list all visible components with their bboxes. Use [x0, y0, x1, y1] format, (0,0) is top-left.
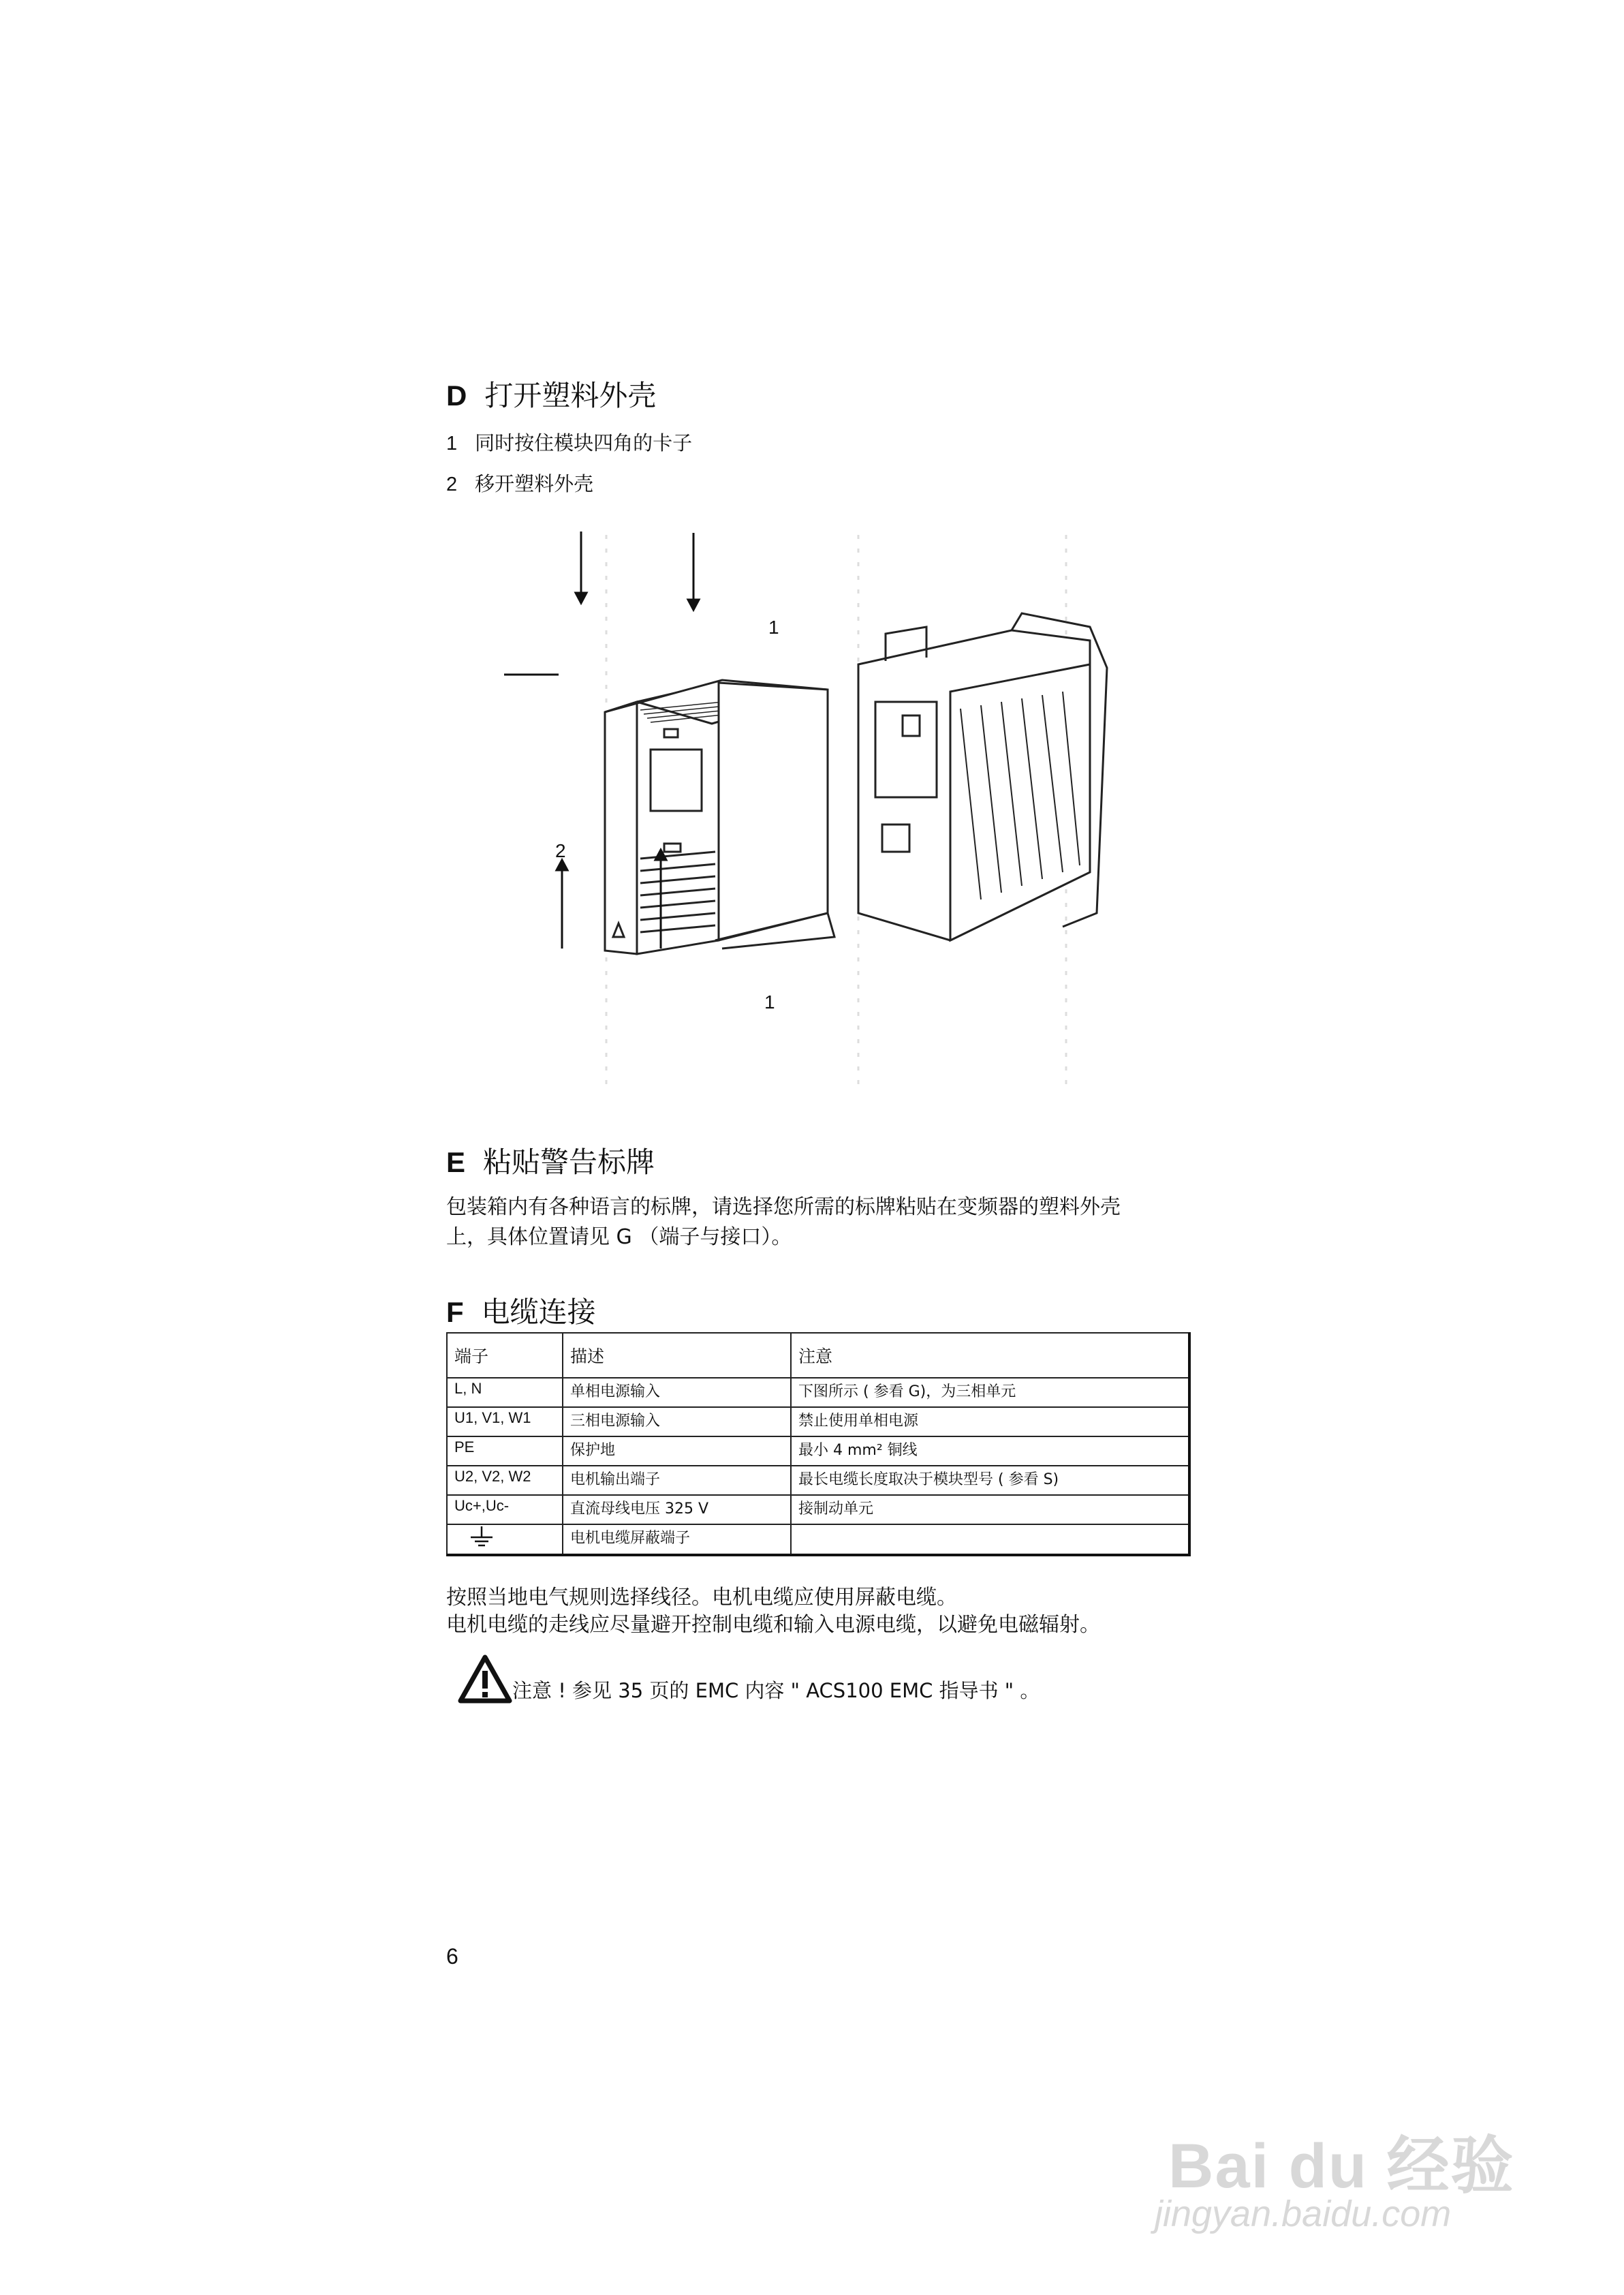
cell-description: 直流母线电压 325 V: [563, 1495, 791, 1524]
section-f-title: 电缆连接: [481, 1295, 596, 1329]
figure-label-bottom: 1: [764, 991, 775, 1013]
step-2-number: 2: [446, 474, 458, 495]
cell-terminal: U2, V2, W2: [447, 1466, 563, 1495]
warning-block: [458, 1654, 1040, 1704]
section-e-heading: [446, 1140, 655, 1181]
table-row: [447, 1466, 1189, 1495]
cell-terminal: PE: [447, 1436, 563, 1466]
section-e-letter: E: [446, 1146, 466, 1178]
table-row: [447, 1436, 1189, 1466]
cell-terminal: Uc+,Uc-: [447, 1495, 563, 1524]
cell-terminal-ground: [447, 1524, 563, 1555]
section-e-title: 粘贴警告标牌: [483, 1145, 655, 1179]
cell-note: 禁止使用单相电源: [791, 1407, 1189, 1436]
figure-label-top: 1: [768, 617, 779, 638]
cell-description: 三相电源输入: [563, 1407, 791, 1436]
page-number: 6: [446, 1944, 458, 1969]
cable-connection-table: [446, 1332, 1191, 1556]
section-d-title: 打开塑料外壳: [484, 379, 657, 412]
warning-text: 注意 ! 参见 35 页的 EMC 内容 " ACS100 EMC 指导书 " 。: [512, 1679, 1040, 1702]
table-row: [447, 1407, 1189, 1436]
cell-description: 保护地: [563, 1436, 791, 1466]
step-1: [446, 428, 692, 456]
section-e-line-1: 包装箱内有各种语言的标牌，请选择您所需的标牌粘贴在变频器的塑料外壳: [446, 1195, 1121, 1219]
section-f-letter: F: [446, 1296, 464, 1328]
table-row: [447, 1378, 1189, 1407]
table-row: [447, 1524, 1189, 1555]
table-header-row: [447, 1333, 1189, 1378]
figure-label-left: 2: [555, 840, 566, 861]
figure-arrows: [504, 613, 913, 1036]
section-f-heading: [446, 1290, 596, 1331]
step-1-text: 同时按住模块四角的卡子: [475, 431, 693, 455]
section-f-notes: [446, 1584, 1202, 1639]
cell-terminal: L, N: [447, 1378, 563, 1407]
cell-description: 电机电缆屏蔽端子: [563, 1524, 791, 1555]
cell-note: 最长电缆长度取决于模块型号 ( 参看 S): [791, 1466, 1189, 1495]
cell-terminal: U1, V1, W1: [447, 1407, 563, 1436]
section-e-paragraph: [446, 1192, 1202, 1252]
step-2: [446, 469, 593, 497]
watermark-logo: Bai du 经验: [1168, 2131, 1515, 2201]
cell-note: [791, 1524, 1189, 1555]
watermark-url: jingyan.baidu.com: [1155, 2193, 1452, 2234]
header-description: 描述: [563, 1333, 791, 1378]
header-terminal: 端子: [447, 1333, 563, 1378]
section-f-note-1: 按照当地电气规则选择线径。电机电缆应使用屏蔽电缆。: [446, 1586, 957, 1609]
section-d-heading: [446, 373, 656, 414]
step-1-number: 1: [446, 433, 458, 455]
header-note: 注意: [791, 1333, 1189, 1378]
ground-icon: [467, 1526, 497, 1548]
caution-triangle-icon: [458, 1654, 512, 1704]
table-row: [447, 1495, 1189, 1524]
cell-description: 单相电源输入: [563, 1378, 791, 1407]
cell-note: 最小 4 mm² 铜线: [791, 1436, 1189, 1466]
section-d-letter: D: [446, 380, 467, 412]
step-2-text: 移开塑料外壳: [475, 472, 594, 495]
section-f-note-2: 电机电缆的走线应尽量避开控制电缆和输入电源电缆，以避免电磁辐射。: [446, 1613, 1100, 1637]
cell-note: 接制动单元: [791, 1495, 1189, 1524]
cell-description: 电机输出端子: [563, 1466, 791, 1495]
cell-note: 下图所示 ( 参看 G)，为三相单元: [791, 1378, 1189, 1407]
section-e-line-2: 上，具体位置请见 G （端子与接口）。: [446, 1225, 792, 1249]
